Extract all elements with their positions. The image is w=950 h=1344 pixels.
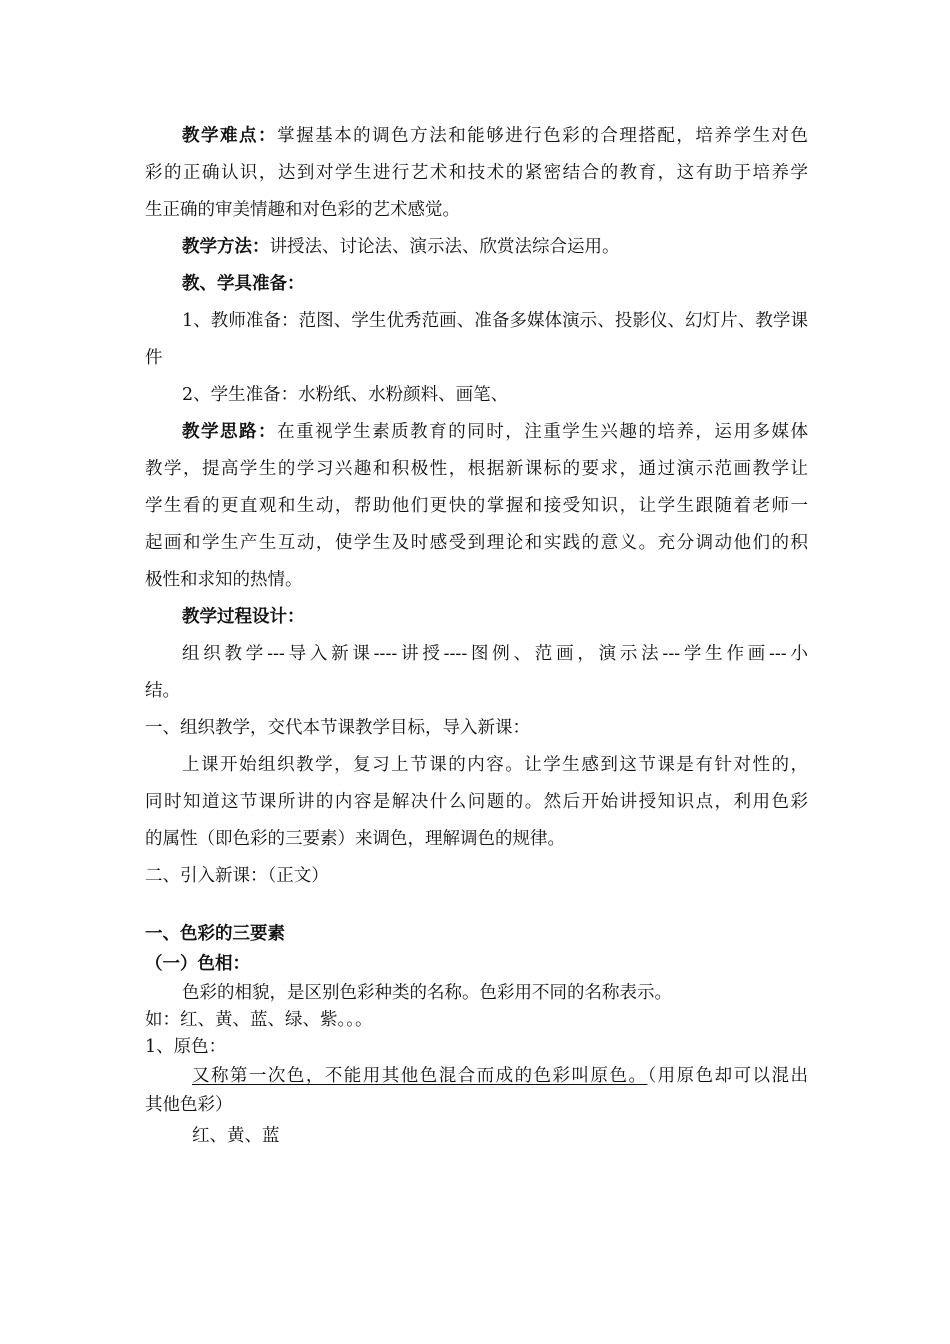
- hue-line-1: 色彩的相貌，是区别色彩种类的名称。色彩用不同的名称表示。: [182, 983, 672, 1003]
- prep-teacher-line-2: 件: [145, 348, 163, 368]
- section1-line-3: 的属性（即色彩的三要素）来调色，理解调色的规律。: [145, 829, 565, 849]
- section1-line-1: 上课开始组织教学，复习上节课的内容。让学生感到这节课是有针对性的，: [182, 755, 808, 775]
- idea-line-1: [182, 420, 808, 444]
- idea-line-2: 教学，提高学生的学习兴趣和积极性，根据新课标的要求，通过演示范画教学让: [145, 459, 808, 479]
- difficulty-label: 教学难点：: [182, 126, 278, 146]
- section1-line-2: 同时知道这节课所讲的内容是解决什么问题的。然后开始讲授知识点，利用色彩: [145, 792, 808, 812]
- primary-line-1: [192, 1064, 808, 1088]
- method-text: 讲授法、讨论法、演示法、欣赏法综合运用。: [269, 237, 620, 257]
- section1-heading: 一、组织教学，交代本节课教学目标，导入新课：: [145, 718, 530, 738]
- method-label: 教学方法：: [182, 237, 270, 257]
- idea-text-1: 在重视学生素质教育的同时，注重学生兴趣的培养，运用多媒体: [277, 422, 808, 442]
- hue-subheading: （一）色相：: [145, 954, 250, 974]
- process-line-2: 结。: [145, 681, 180, 701]
- prep-label: 教、学具准备：: [182, 274, 305, 294]
- difficulty-line-1: [182, 124, 808, 148]
- section2-heading: 二、引入新课：（正文）: [145, 866, 329, 886]
- difficulty-line-3: 生正确的审美情趣和对色彩的艺术感觉。: [145, 200, 460, 220]
- primary-definition-rest: （用原色却可以混出: [647, 1066, 808, 1086]
- difficulty-text-1: 掌握基本的调色方法和能够进行色彩的合理搭配，培养学生对色: [277, 126, 808, 146]
- process-label: 教学过程设计：: [182, 607, 305, 627]
- primary-line-2: 其他色彩）: [145, 1095, 233, 1115]
- hue-line-2: 如：红、黄、蓝、绿、紫。。。: [145, 1010, 373, 1030]
- idea-label: 教学思路：: [182, 422, 278, 442]
- prep-teacher-line-1: 1、教师准备：范图、学生优秀范画、准备多媒体演示、投影仪、幻灯片、教学课: [182, 311, 808, 331]
- primary-colors: 红、黄、蓝: [192, 1126, 280, 1146]
- difficulty-line-2: 彩的正确认识，达到对学生进行艺术和技术的紧密结合的教育，这有助于培养学: [145, 163, 808, 183]
- primary-heading: 1、原色：: [145, 1037, 227, 1057]
- primary-definition-underlined: 又称第一次色，不能用其他色混合而成的色彩叫原色。: [192, 1066, 648, 1086]
- idea-line-5: 极性和求知的热情。: [145, 570, 303, 590]
- process-line-1: 组织教学---导入新课----讲授----图例、范画，演示法---学生作画---小: [182, 644, 808, 664]
- idea-line-3: 学生看的更直观和生动，帮助他们更快的掌握和接受知识，让学生跟随着老师一: [145, 496, 808, 516]
- prep-student-line: 2、学生准备：水粉纸、水粉颜料、画笔、: [182, 385, 509, 405]
- idea-line-4: 起画和学生产生互动，使学生及时感受到理论和实践的意义。充分调动他们的积: [145, 533, 808, 553]
- method-line: [182, 235, 620, 259]
- main-title: 一、色彩的三要素: [145, 924, 285, 944]
